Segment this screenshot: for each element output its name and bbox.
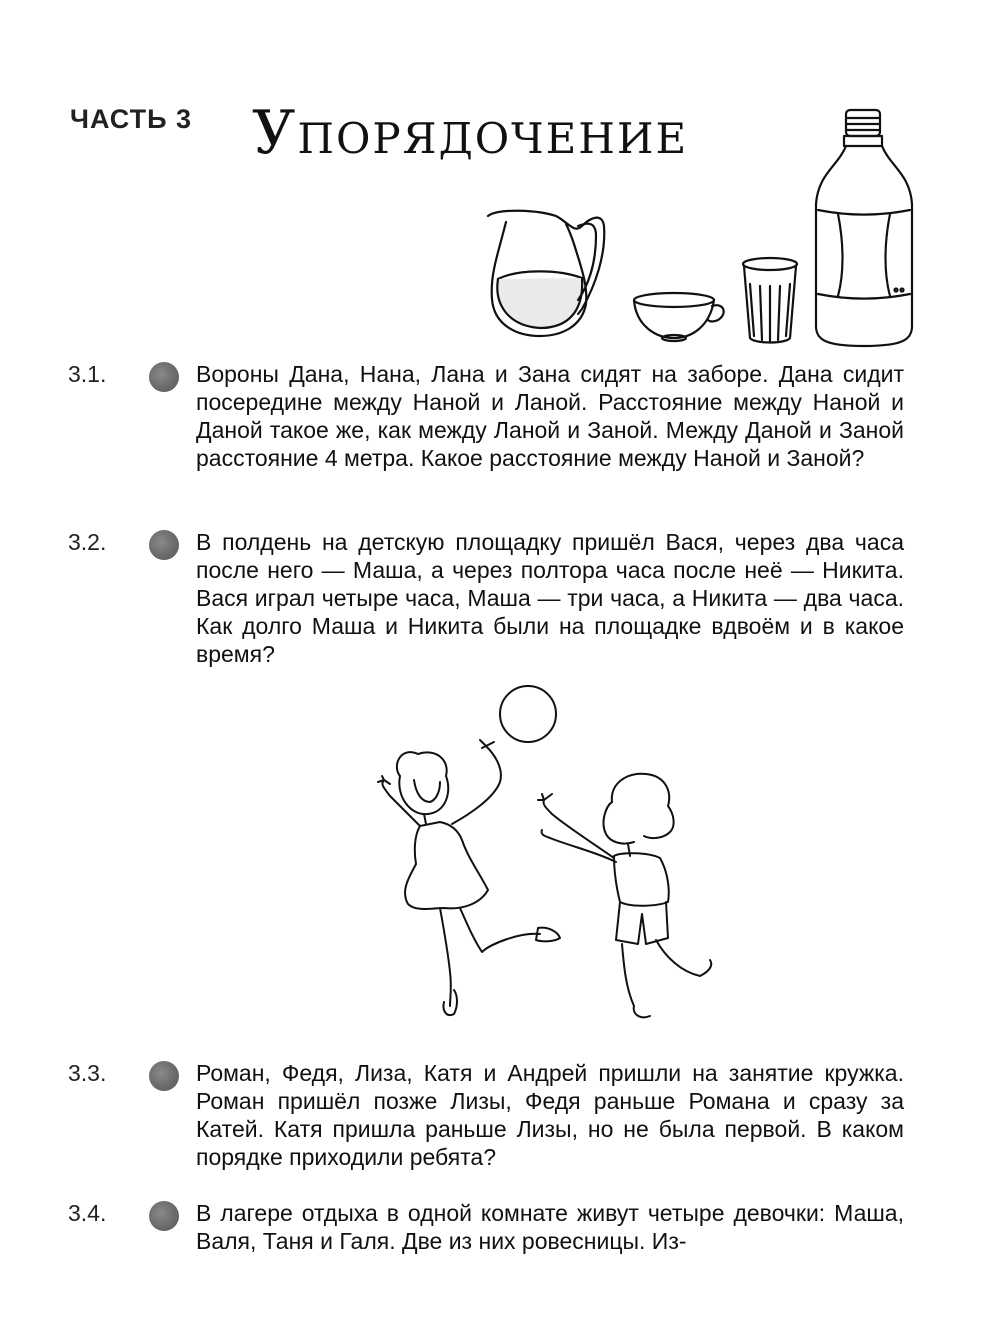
part-label: ЧАСТЬ 3 — [70, 104, 193, 134]
cup-icon — [634, 293, 724, 341]
difficulty-dot-icon — [149, 530, 179, 560]
glass-icon — [743, 258, 797, 343]
difficulty-dot-icon — [149, 362, 179, 392]
problem-number: 3.3. — [68, 1060, 107, 1086]
bottle-icon — [816, 110, 912, 346]
problem-text: В полдень на детскую площадку пришёл Вася, через два часа после него — Маша, а через полтора часа после неё — Никита. Вася играл четыре часа, Маша — три часа, а Никита — два часа. Как долго Маша и Никита были на площадке вдвоём и в какое время? — [196, 529, 904, 667]
problem-text: Вороны Дана, Нана, Лана и Зана сидят на заборе. Дана сидит посередине между Наной и Ланой. Расстояние между Наной и Даной такое же, как между Ланой и Заной. Между Даной и Заной расстояние 4 метра. Какое расстояние между Наной и Заной? — [196, 361, 904, 471]
problem-text: В лагере отдыха в одной комнате живут четыре девочки: Маша, Валя, Таня и Галя. Две из них ровесницы. Из- — [196, 1200, 904, 1254]
children-ball-illustration — [370, 676, 730, 1032]
problem-number: 3.1. — [68, 361, 107, 387]
ball-icon — [500, 686, 556, 742]
problem-number: 3.2. — [68, 529, 107, 555]
girl-figure — [378, 740, 560, 1015]
problem-text: Роман, Федя, Лиза, Катя и Андрей пришли на занятие кружка. Роман пришёл позже Лизы, Федя раньше Романа и сразу за Катей. Катя пришла раньше Лизы, но не была первой. В каком порядке приходили ребята? — [196, 1060, 904, 1170]
boy-figure — [538, 774, 711, 1017]
chapter-title: Упорядочение — [252, 98, 689, 168]
problem-number: 3.4. — [68, 1200, 107, 1226]
jug-icon — [488, 211, 604, 336]
difficulty-dot-icon — [149, 1201, 179, 1231]
containers-illustration — [478, 104, 928, 354]
difficulty-dot-icon — [149, 1061, 179, 1091]
